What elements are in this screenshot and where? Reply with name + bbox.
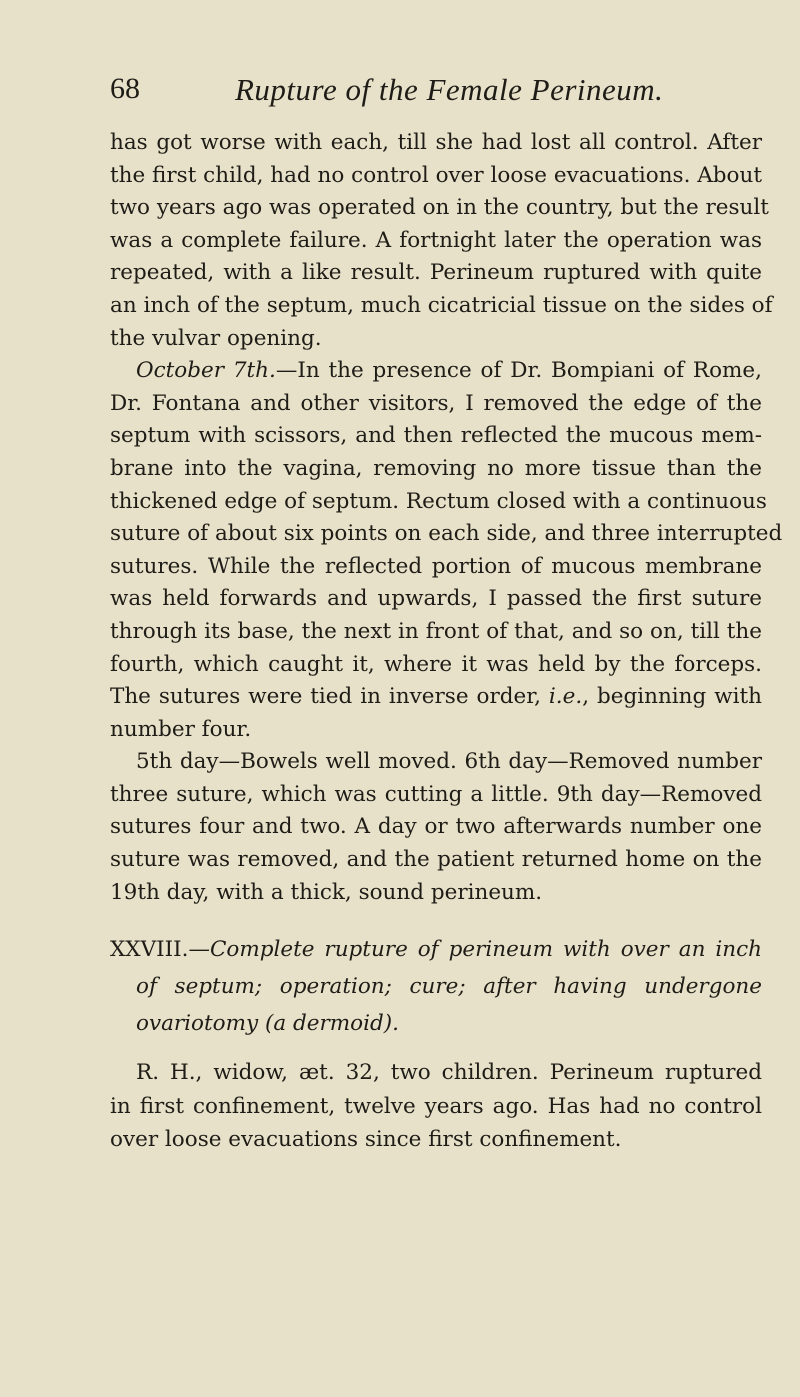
date-italic: October 7th.	[136, 358, 276, 384]
text-line: three suture, which was cutting a little. 9th day—Removed	[110, 781, 762, 807]
text-line: brane into the vagina, removing no more tissue than the	[110, 455, 762, 481]
text-line: 5th day—Bowels well moved. 6th day—Removed number	[136, 749, 762, 775]
heading-line: ovariotomy (a dermoid).	[136, 1011, 399, 1037]
text-line: over loose evacuations since first confinement.	[110, 1127, 622, 1153]
text-line: in first confinement, twelve years ago. Has had no control	[110, 1093, 762, 1119]
text-line: an inch of the septum, much cicatricial tissue on the sides of	[110, 292, 773, 318]
text-line: the first child, had no control over loose evacuations. About	[110, 162, 762, 188]
text-line: 19th day, with a thick, sound perineum.	[110, 879, 543, 905]
text-line: suture of about six points on each side, and three interrupted	[110, 521, 783, 547]
text-line: the vulvar opening.	[110, 325, 322, 351]
paragraph-operation	[110, 355, 783, 746]
text-line: suture was removed, and the patient returned home on the	[110, 847, 762, 873]
case-heading	[110, 931, 762, 1042]
case-paragraph	[110, 1056, 762, 1157]
running-head	[0, 72, 800, 112]
page-number: 68	[110, 72, 140, 105]
heading-line: XXVIII.—Complete rupture of perineum with over an inch	[110, 937, 762, 963]
text-line: Dr. Fontana and other visitors, I removed the edge of the	[110, 390, 762, 416]
paragraph-recovery	[110, 746, 762, 909]
text-line: was held forwards and upwards, I passed the first suture	[110, 586, 762, 612]
text-line: October 7th.—In the presence of Dr. Bompiani of Rome,	[136, 358, 762, 384]
text-line: fourth, which caught it, where it was held by the forceps.	[110, 651, 762, 677]
paragraph-history	[110, 127, 773, 355]
text-line: septum with scissors, and then reflected the mucous mem-	[110, 423, 762, 449]
text-line: sutures. While the reflected portion of mucous membrane	[110, 553, 762, 579]
text-line: R. H., widow, æt. 32, two children. Perineum ruptured	[136, 1060, 762, 1086]
text-line: has got worse with each, till she had lost all control. After	[110, 130, 762, 155]
text-line: two years ago was operated on in the country, but the result	[110, 195, 769, 221]
text-line: sutures four and two. A day or two afterwards number one	[110, 814, 762, 840]
text-line: through its base, the next in front of that, and so on, till the	[110, 618, 762, 644]
text-line: was a complete failure. A fortnight later the operation was	[110, 227, 762, 253]
text-line: number four.	[110, 716, 252, 742]
text-line: The sutures were tied in inverse order, i.e., beginning with	[110, 684, 762, 710]
abbrev-italic: i.e.	[548, 684, 583, 710]
running-title: Rupture of the Female Perineum.	[235, 72, 664, 107]
heading-line: of septum; operation; cure; after having undergone	[136, 974, 762, 1000]
body-text	[110, 127, 783, 1157]
text-line: thickened edge of septum. Rectum closed with a continuous	[110, 488, 767, 514]
text-line: repeated, with a like result. Perineum ruptured with quite	[110, 260, 762, 286]
